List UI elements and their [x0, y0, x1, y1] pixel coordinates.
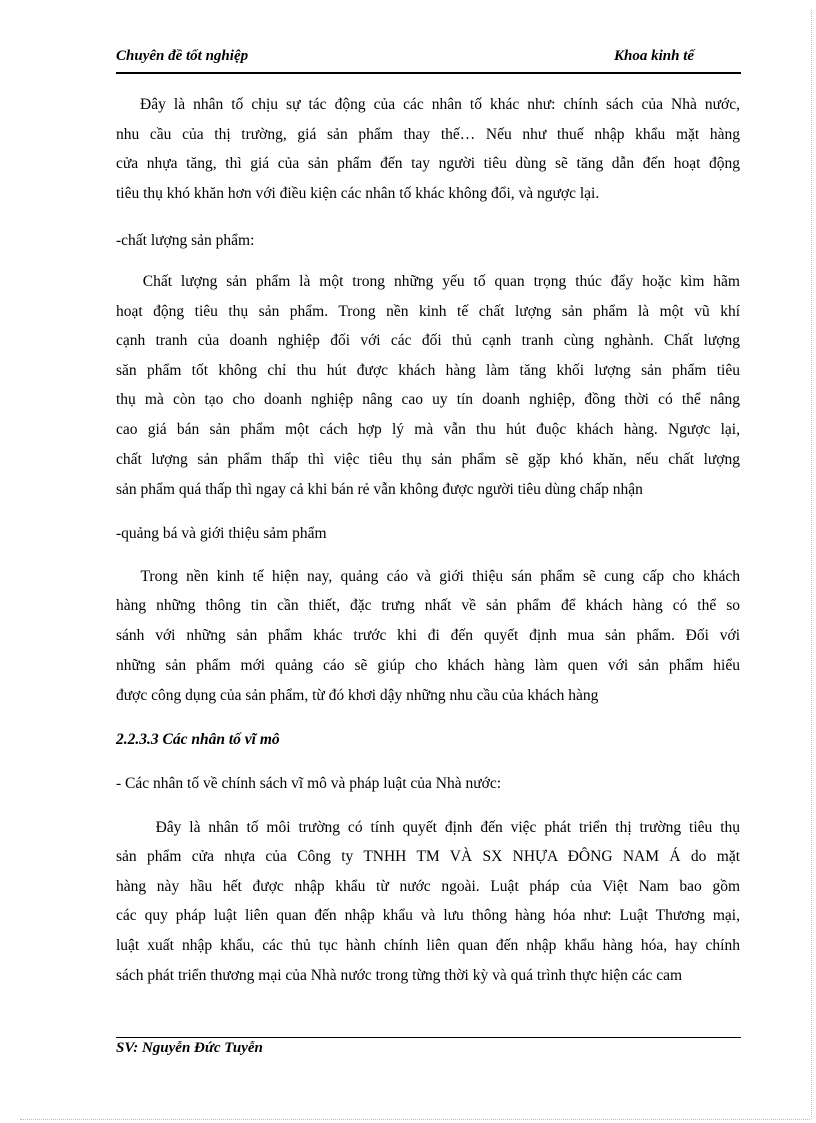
subheading-line: - Các nhân tố về chính sách vĩ mô và pháp luật của Nhà nước: — [116, 775, 502, 792]
paragraph-line: Trong nền kinh tế hiện nay, quảng cáo và giới thiệu sán phẩm sẽ cung cấp cho khách — [116, 568, 740, 585]
footer-student: SV: Nguyễn Đức Tuyễn — [116, 1040, 263, 1056]
header-faculty: Khoa kinh tế — [614, 48, 695, 64]
page-edge-right — [811, 10, 812, 1119]
paragraph-line: thụ mà còn tạo cho doanh nghiệp nâng cao uy tín doanh nghiệp, đồng thời có thể nâng — [116, 391, 740, 408]
paragraph-line: hoạt động tiêu thụ sản phẩm. Trong nền kinh tế chất lượng sản phẩm là một vũ khí — [116, 303, 740, 320]
header-rule — [116, 72, 741, 74]
paragraph-line: Đây là nhân tố môi trường có tính quyết định đến việc phát triển thị trường tiêu thụ — [116, 819, 740, 836]
paragraph-line: sách phát triển thương mại của Nhà nước trong từng thời kỳ và quá trình thực hiện các cam — [116, 967, 683, 984]
page-edge-bottom — [20, 1119, 810, 1120]
paragraph-line: cửa nhựa tăng, thì giá của sản phẩm đến tay người tiêu dùng sẽ tăng dẫn đến hoạt động — [116, 155, 740, 172]
paragraph-line: sản phẩm cửa nhựa của Công ty TNHH TM VÀ SX NHỰA ĐÔNG NAM Á do mặt — [116, 848, 740, 865]
footer-rule — [116, 1037, 741, 1038]
paragraph-line: Chất lượng sản phẩm là một trong những yếu tố quan trọng thúc đẩy hoặc kìm hãm — [116, 273, 740, 290]
paragraph-line: luật xuất nhập khẩu, các thủ tục hành chính liên quan đến nhập khẩu hàng hóa, hay chính — [116, 937, 740, 954]
paragraph-line: cao giá bán sản phẩm một cách hợp lý mà vẫn thu hút đuộc khách hàng. Ngược lại, — [116, 421, 740, 438]
subheading-line: -quảng bá và giới thiệu sảm phẩm — [116, 525, 327, 542]
paragraph-line: được công dụng của sản phẩm, từ đó khơi dậy những nhu cầu của khách hàng — [116, 687, 599, 704]
subheading-line: -chất lượng sản phẩm: — [116, 232, 255, 249]
header-title: Chuyên đề tốt nghiệp — [116, 48, 249, 64]
paragraph-line: hàng này hầu hết được nhập khẩu từ nước ngoài. Luật pháp của Việt Nam bao gồm — [116, 878, 740, 895]
paragraph-line: sánh với những sản phẩm khác trước khi đi đến quyết định mua sản phẩm. Đối với — [116, 627, 740, 644]
paragraph-line: những sản phẩm mới quảng cáo sẽ giúp cho khách hàng làm quen với sản phẩm hiểu — [116, 657, 740, 674]
paragraph-line: chất lượng sản phẩm thấp thì việc tiêu thụ sản phẩm sẽ gặp khó khăn, nếu chất lượng — [116, 451, 740, 468]
paragraph-line: nhu cầu của thị trường, giá sản phẩm thay thế… Nếu như thuế nhập khẩu mặt hàng — [116, 126, 740, 143]
paragraph-line: cạnh tranh của doanh nghiệp đối với các đối thủ cạnh tranh cùng nghành. Chất lượng — [116, 332, 740, 349]
paragraph-line: sản phẩm quá thấp thì ngay cả khi bán rẻ vẫn không được người tiêu dùng chấp nhận — [116, 481, 643, 498]
section-heading: 2.2.3.3 Các nhân tố vĩ mô — [116, 731, 280, 748]
paragraph-line: các quy pháp luật liên quan đến nhập khẩu và lưu thông hàng hóa như: Luật Thương mại, — [116, 907, 740, 924]
paragraph-line: săn phẩm tốt không chỉ thu hút được khách hàng làm tăng khối lượng sản phẩm tiêu — [116, 362, 740, 379]
paragraph-line: hàng những thông tin cần thiết, đặc trưng nhất về sản phẩm để khách hàng có thể so — [116, 597, 740, 614]
paragraph-line: tiêu thụ khó khăn hơn với điều kiện các nhân tố khác không đổi, và ngược lại. — [116, 185, 600, 202]
paragraph-line: Đây là nhân tố chịu sự tác động của các nhân tố khác như: chính sách của Nhà nước, — [116, 96, 740, 113]
